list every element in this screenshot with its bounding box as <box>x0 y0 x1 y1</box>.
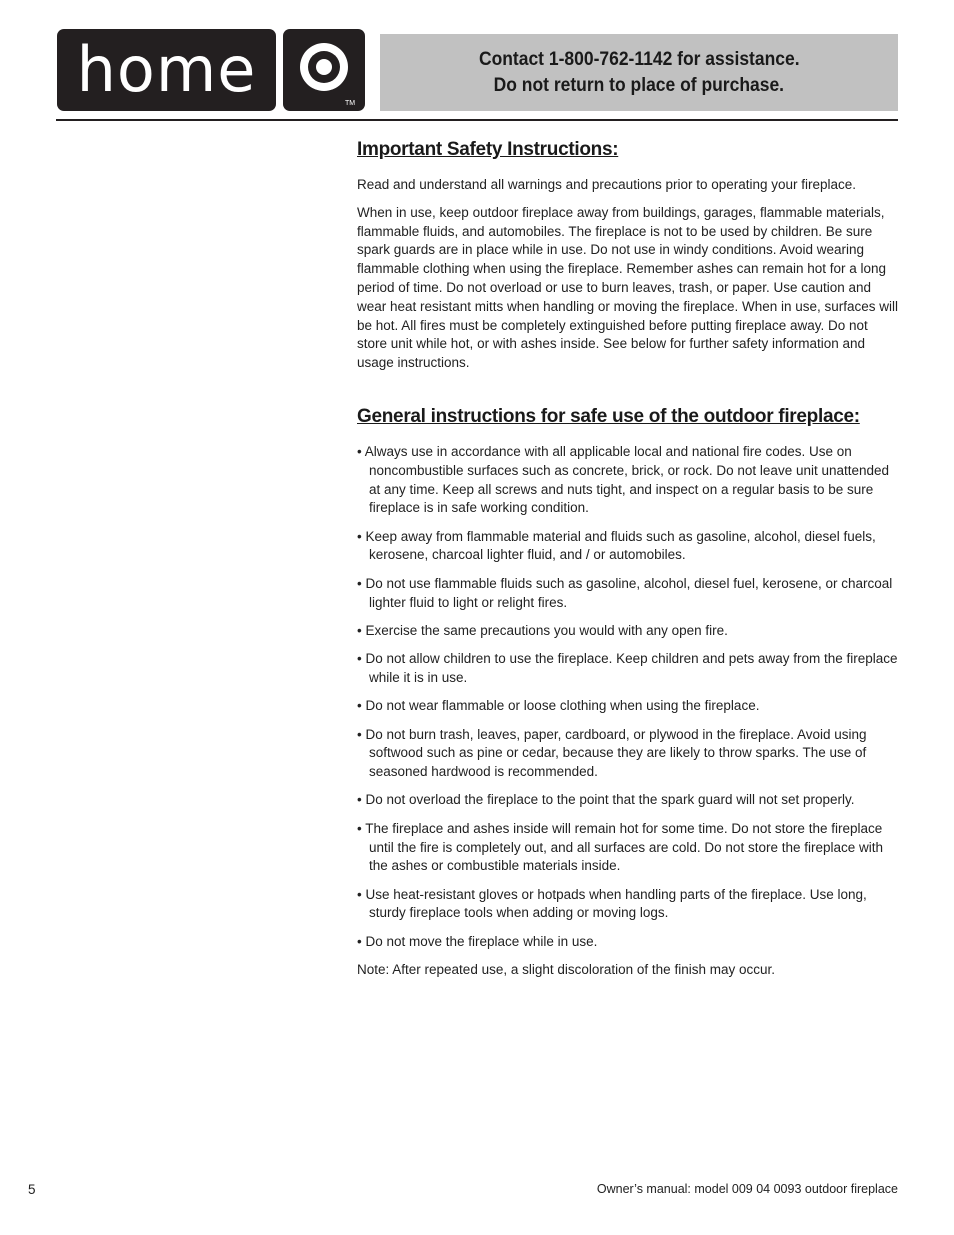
list-item: • The fireplace and ashes inside will remain hot for some time. Do not store the fireplace until the fire is completely out, and all surfaces are cold. Do not store the fireplace with the ashes or combustible materials inside. <box>357 820 898 876</box>
main-content <box>357 138 898 989</box>
safety-heading: Important Safety Instructions: <box>357 139 619 160</box>
page-number: 5 <box>28 1182 36 1197</box>
safety-section <box>357 138 898 373</box>
contact-return-line: Do not return to place of purchase. <box>493 74 785 96</box>
list-item: • Do not allow children to use the fireplace. Keep children and pets away from the fireplace while it is in use. <box>357 650 898 688</box>
list-item: • Always use in accordance with all applicable local and national fire codes. Use on noncombustible surfaces such as concrete, brick, or rock. Do not leave unit unattended at any time. Keep all screws and nuts tight, and inspect on a regular basis to be sure fireplace is in safe working condition. <box>357 443 898 518</box>
safety-details-paragraph: When in use, keep outdoor fireplace away from buildings, garages, flammable materials, flammable fluids, and automobiles. The fireplace is not to be used by children. Be sure spark guards are in place while in use. Do not use in windy conditions. Avoid wearing flammable clothing when using the fireplace. Remember ashes can remain hot for a long period of time. Do not overload or use to burn leaves, trash, or paper. Use caution and wear heat resistant mitts when handling or moving the fireplace. When in use, surfaces will be hot. All fires must be completely extinguished before putting fireplace away. Do not store unit while hot, or with ashes inside. See below for further safety information and usage instructions. <box>357 204 899 371</box>
contact-banner <box>380 34 898 111</box>
list-item: • Use heat-resistant gloves or hotpads when handling parts of the fireplace. Use long, sturdy fireplace tools when adding or moving logs. <box>357 886 898 924</box>
list-item: • Keep away from flammable material and fluids such as gasoline, alcohol, diesel fuels, kerosene, charcoal lighter fluid, and / or automobiles. <box>357 528 898 566</box>
safety-intro-paragraph: Read and understand all warnings and precautions prior to operating your fireplace. <box>357 177 857 192</box>
general-section <box>357 405 898 980</box>
list-item: • Do not use flammable fluids such as gasoline, alcohol, diesel fuel, kerosene, or charcoal lighter fluid to light or relight fires. <box>357 575 898 613</box>
list-item: • Do not overload the fireplace to the point that the spark guard will not set properly. <box>357 791 898 810</box>
trademark-mark: TM <box>345 100 356 107</box>
target-bullseye-icon <box>283 29 365 111</box>
list-item: • Do not move the fireplace while in use. <box>357 933 898 952</box>
general-instructions-list <box>357 443 898 952</box>
list-item: • Do not wear flammable or loose clothing when using the fireplace. <box>357 697 898 716</box>
contact-phone-line: Contact 1-800-762-1142 for assistance. <box>478 48 800 70</box>
general-heading: General instructions for safe use of the outdoor fireplace: <box>357 405 860 427</box>
header-divider <box>56 119 898 121</box>
list-item: • Exercise the same precautions you would with any open fire. <box>357 622 898 641</box>
brand-logo <box>57 29 365 111</box>
list-item: • Do not burn trash, leaves, paper, cardboard, or plywood in the fireplace. Avoid using softwood such as pine or cedar, because they are likely to throw sparks. The use of seasoned hardwood is recommended. <box>357 726 898 782</box>
discoloration-note: Note: After repeated use, a slight discoloration of the finish may occur. <box>357 962 775 977</box>
manual-title: Owner’s manual: model 009 04 0093 outdoor fireplace <box>596 1182 898 1196</box>
logo-wordmark: home <box>57 29 276 111</box>
